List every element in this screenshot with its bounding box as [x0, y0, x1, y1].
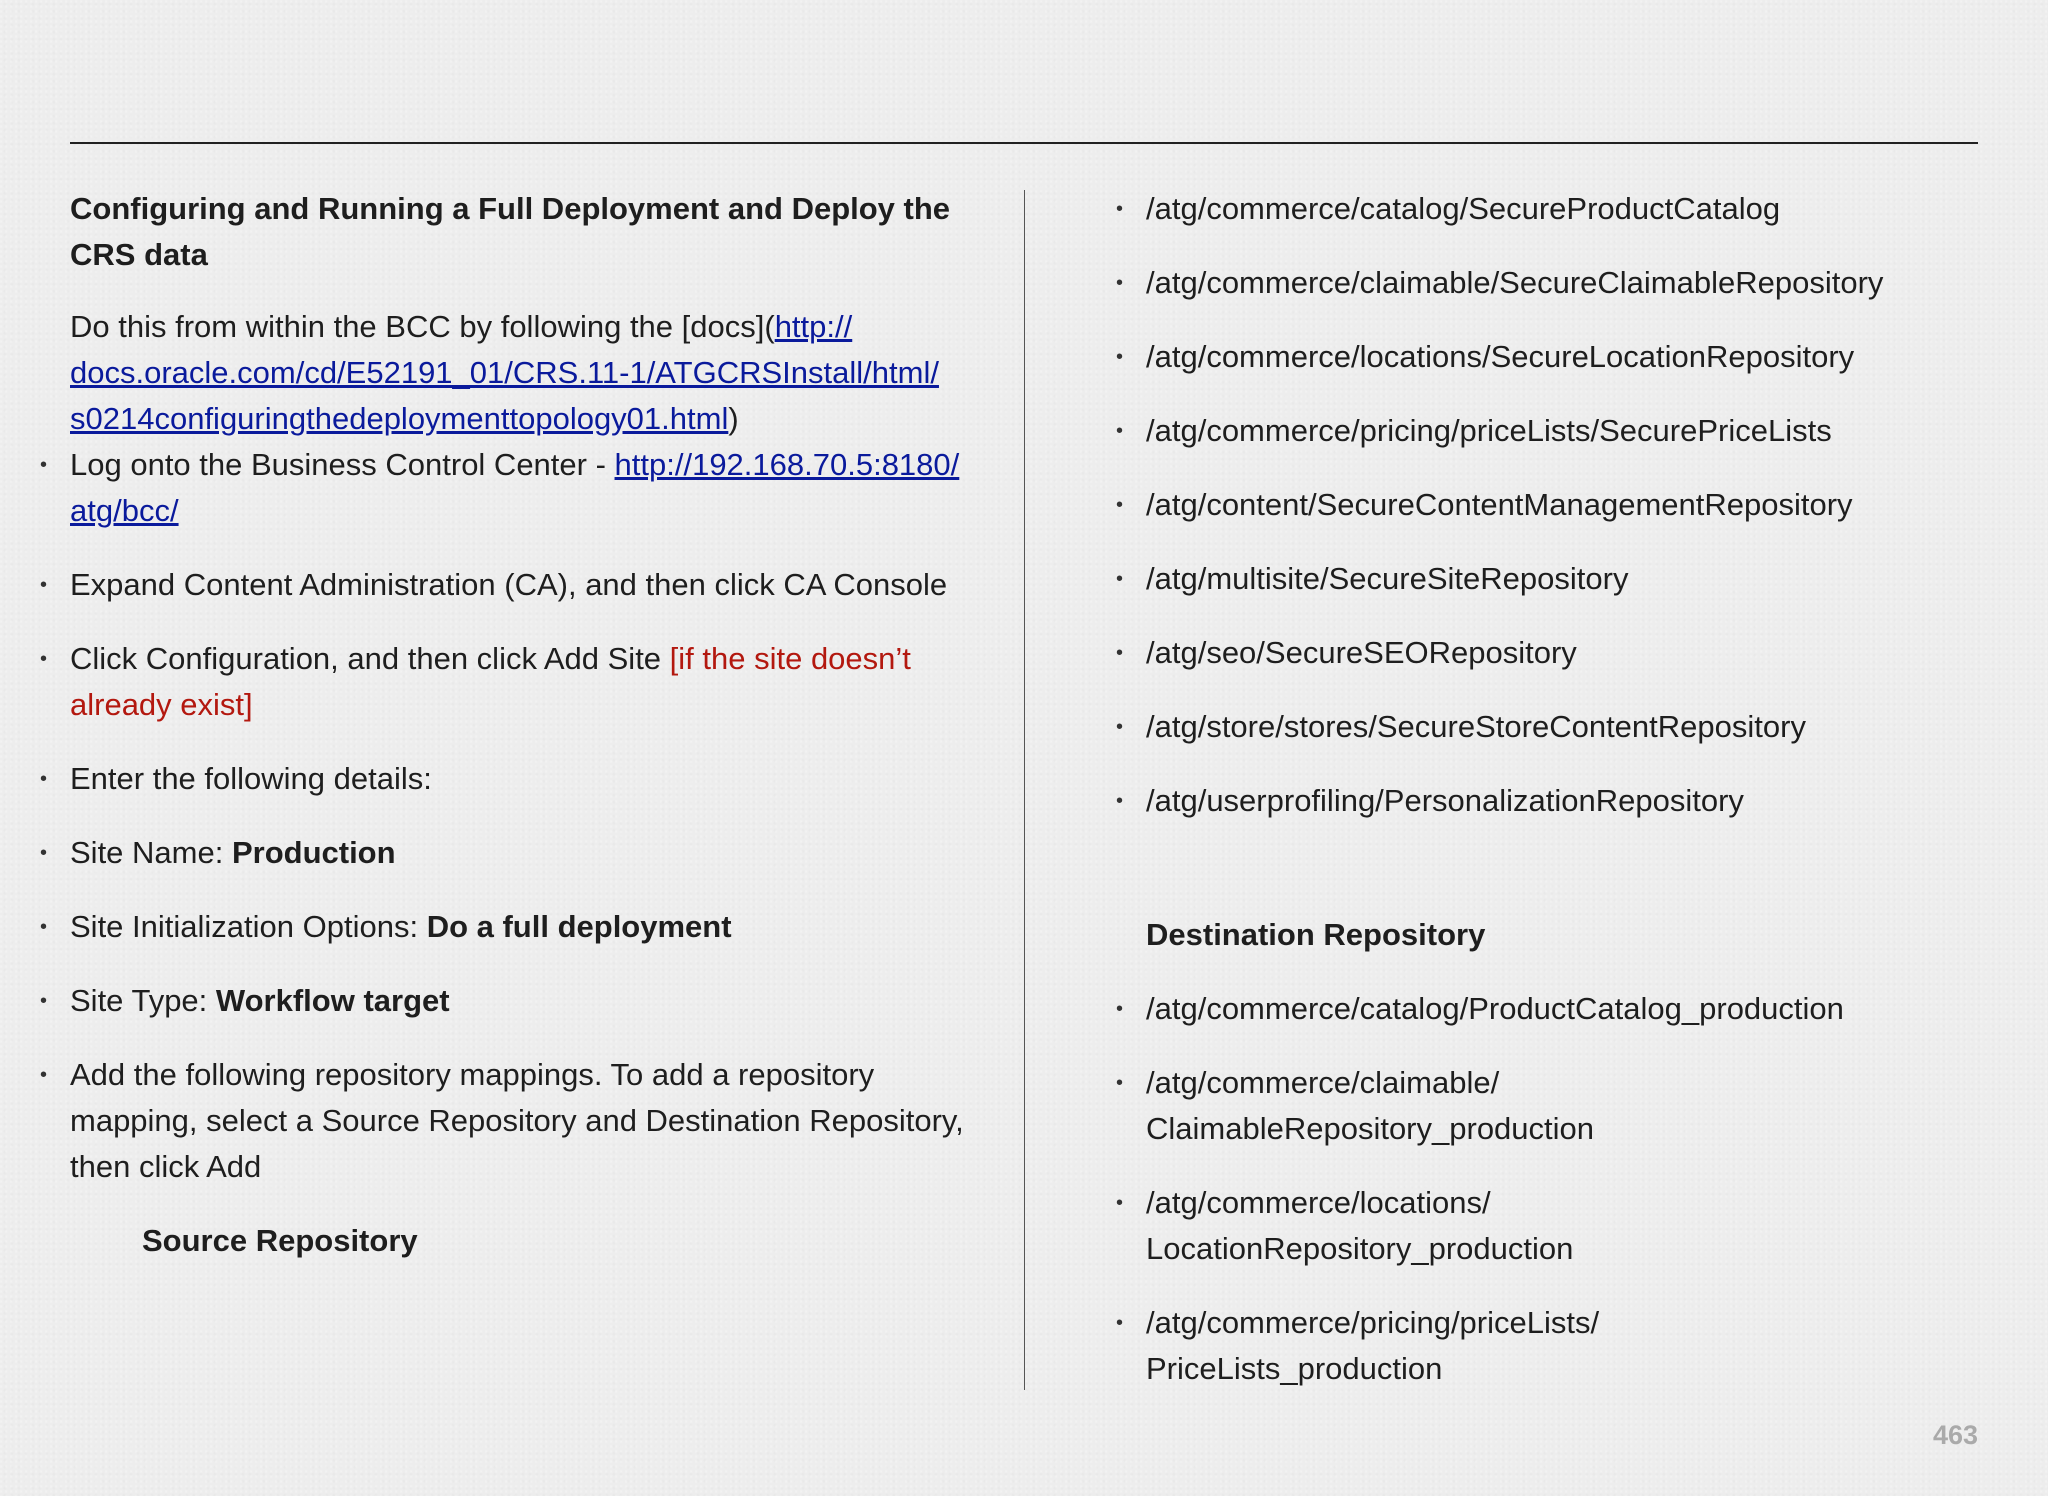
list-item: • /atg/commerce/pricing/priceLists/ PriceLists_production	[1146, 1300, 1986, 1392]
list-item: • /atg/commerce/pricing/priceLists/SecurePriceLists	[1146, 408, 1986, 454]
intro-text: Do this from within the BCC by following the [docs](	[70, 309, 775, 344]
docs-link[interactable]: http:/​/​docs.oracle.com/​cd/​E52191_01/​CRS.11-1/​ATGCRSInstall/​html/​s0214configuringthedeploymenttopology01.html	[70, 309, 939, 436]
left-column	[70, 186, 970, 1264]
detail-label: Site Initialization Options:	[70, 909, 427, 944]
column-divider	[1024, 190, 1025, 1390]
list-item: • /atg/content/SecureContentManagementRepository	[1146, 482, 1986, 528]
list-item: • /atg/store/stores/SecureStoreContentRepository	[1146, 704, 1986, 750]
detail-text: Add the following repository mappings. To add a repository mapping, select a Source Repository and Destination Repository, then click Add	[70, 1057, 964, 1184]
step-text: Enter the following details:	[70, 761, 432, 796]
list-item: • /atg/multisite/SecureSiteRepository	[1146, 556, 1986, 602]
details-list	[70, 830, 970, 1190]
step-text: Click Configuration, and then click Add Site	[70, 641, 670, 676]
list-item	[70, 756, 970, 802]
detail-value: Production	[231, 835, 396, 870]
detail-value: Do a full deployment	[426, 909, 732, 944]
detail-label: Site Name:	[70, 835, 232, 870]
right-column	[1146, 186, 1986, 1420]
list-item	[70, 830, 970, 876]
list-item: • /atg/userprofiling/PersonalizationRepository	[1146, 778, 1986, 824]
steps-list	[70, 442, 970, 802]
source-repository-heading: Source Repository	[142, 1223, 418, 1258]
list-item	[70, 904, 970, 950]
top-rule	[70, 142, 1978, 144]
destination-repository-list	[1146, 986, 1986, 1392]
list-item: • /atg/seo/SecureSEORepository	[1146, 630, 1986, 676]
step-note: [if the site doesn’t already exist]	[70, 641, 911, 722]
bcc-link[interactable]: http:/​/​192.168.70.5:8180/​atg/​bcc/​	[70, 447, 960, 528]
list-item	[70, 1052, 970, 1190]
list-item: • /atg/commerce/claimable/ ClaimableRepository_production	[1146, 1060, 1986, 1152]
detail-label: Site Type:	[70, 983, 216, 1018]
list-item: • /atg/commerce/locations/ LocationRepository_production	[1146, 1180, 1986, 1272]
list-item: • /atg/commerce/catalog/SecureProductCatalog	[1146, 186, 1986, 232]
step-text: Log onto the Business Control Center -	[70, 447, 615, 482]
list-item	[70, 978, 970, 1024]
list-item	[70, 562, 970, 608]
detail-value: Workflow target	[215, 983, 450, 1018]
list-item	[70, 442, 970, 534]
source-repository-list	[1146, 186, 1986, 824]
destination-repository-heading: Destination Repository	[1146, 917, 1486, 952]
intro-suffix: )	[728, 401, 739, 436]
list-item	[70, 636, 970, 728]
intro-paragraph	[70, 304, 970, 442]
list-item: • /atg/commerce/claimable/SecureClaimableRepository	[1146, 260, 1986, 306]
section-heading: Configuring and Running a Full Deployment and Deploy the CRS data	[70, 191, 951, 272]
list-item: • /atg/commerce/catalog/ProductCatalog_production	[1146, 986, 1986, 1032]
step-text: Expand Content Administration (CA), and then click CA Console	[70, 567, 948, 602]
page-number: 463	[1932, 1420, 1978, 1450]
list-item: • /atg/commerce/locations/SecureLocationRepository	[1146, 334, 1986, 380]
